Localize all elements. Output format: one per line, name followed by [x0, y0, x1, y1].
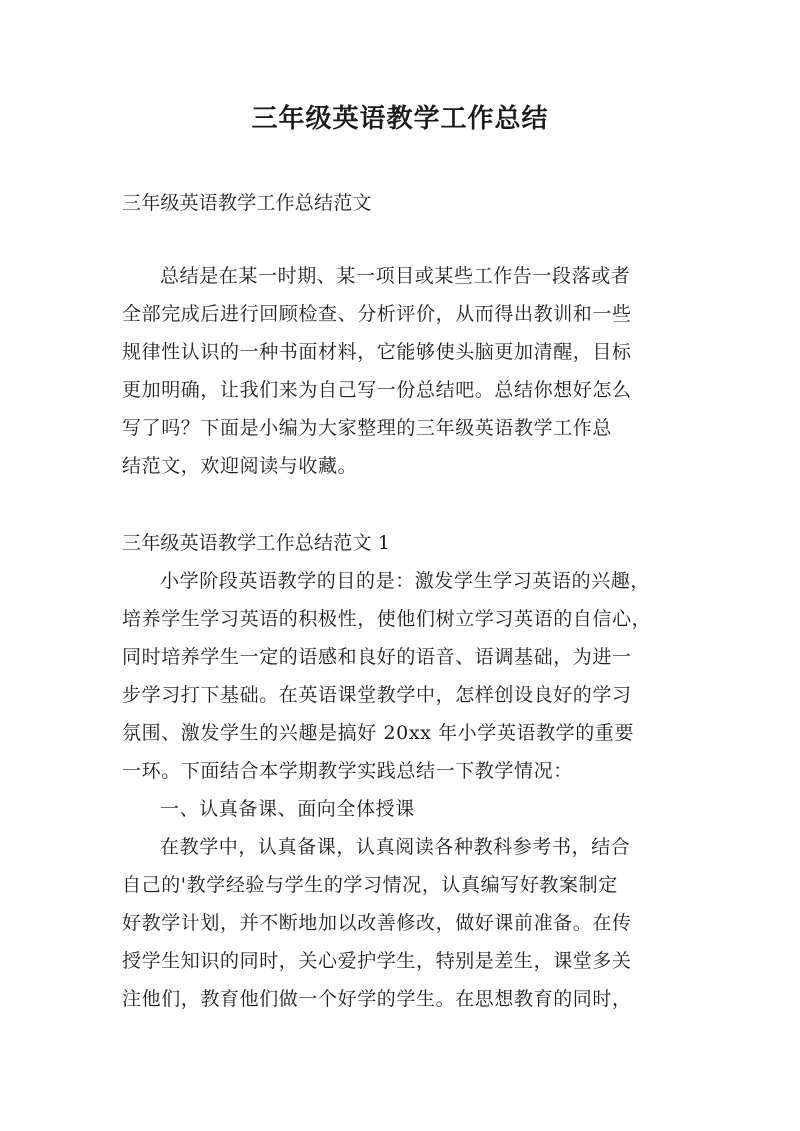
point-heading: 一、认真备课、面向全体授课 — [160, 798, 415, 820]
section-heading: 三年级英语教学工作总结范文 1 — [122, 532, 391, 554]
point-body-line: 自己的'教学经验与学生的学习情况，认真编写好教案制定 — [122, 874, 618, 896]
section-body-line: 培养学生学习英语的积极性，使他们树立学习英语的自信心， — [122, 608, 652, 630]
page-title: 三年级英语教学工作总结 — [251, 104, 549, 134]
intro-line: 总结是在某一时期、某一项目或某些工作告一段落或者 — [160, 265, 631, 287]
intro-line: 结范文，欢迎阅读与收藏。 — [122, 455, 358, 477]
point-body-line: 好教学计划，并不断地加以改善修改，做好课前准备。在传 — [122, 912, 632, 934]
intro-line: 写了吗？下面是小编为大家整理的三年级英语教学工作总 — [122, 417, 613, 439]
section-body-line: 同时培养学生一定的语感和良好的语音、语调基础，为进一 — [122, 646, 632, 668]
intro-line: 更加明确，让我们来为自己写一份总结吧。总结你想好怎么 — [122, 379, 632, 401]
section-body-line: 氛围、激发学生的兴趣是搞好 20xx 年小学英语教学的重要 — [122, 722, 635, 744]
point-body-line: 注他们，教育他们做一个好学的学生。在思想教育的同时， — [122, 988, 632, 1010]
section-body-line: 一环。下面结合本学期教学实践总结一下教学情况： — [122, 760, 573, 782]
point-body-line: 在教学中，认真备课，认真阅读各种教科参考书，结合 — [160, 836, 631, 858]
document-subtitle: 三年级英语教学工作总结范文 — [122, 192, 372, 214]
intro-line: 规律性认识的一种书面材料，它能够使头脑更加清醒，目标 — [122, 341, 632, 363]
section-body-line: 步学习打下基础。在英语课堂教学中，怎样创设良好的学习 — [122, 684, 632, 706]
section-body-line: 小学阶段英语教学的目的是：激发学生学习英语的兴趣， — [160, 570, 651, 592]
point-body-line: 授学生知识的同时，关心爱护学生，特别是差生，课堂多关 — [122, 950, 632, 972]
intro-line: 全部完成后进行回顾检查、分析评价，从而得出教训和一些 — [122, 303, 632, 325]
